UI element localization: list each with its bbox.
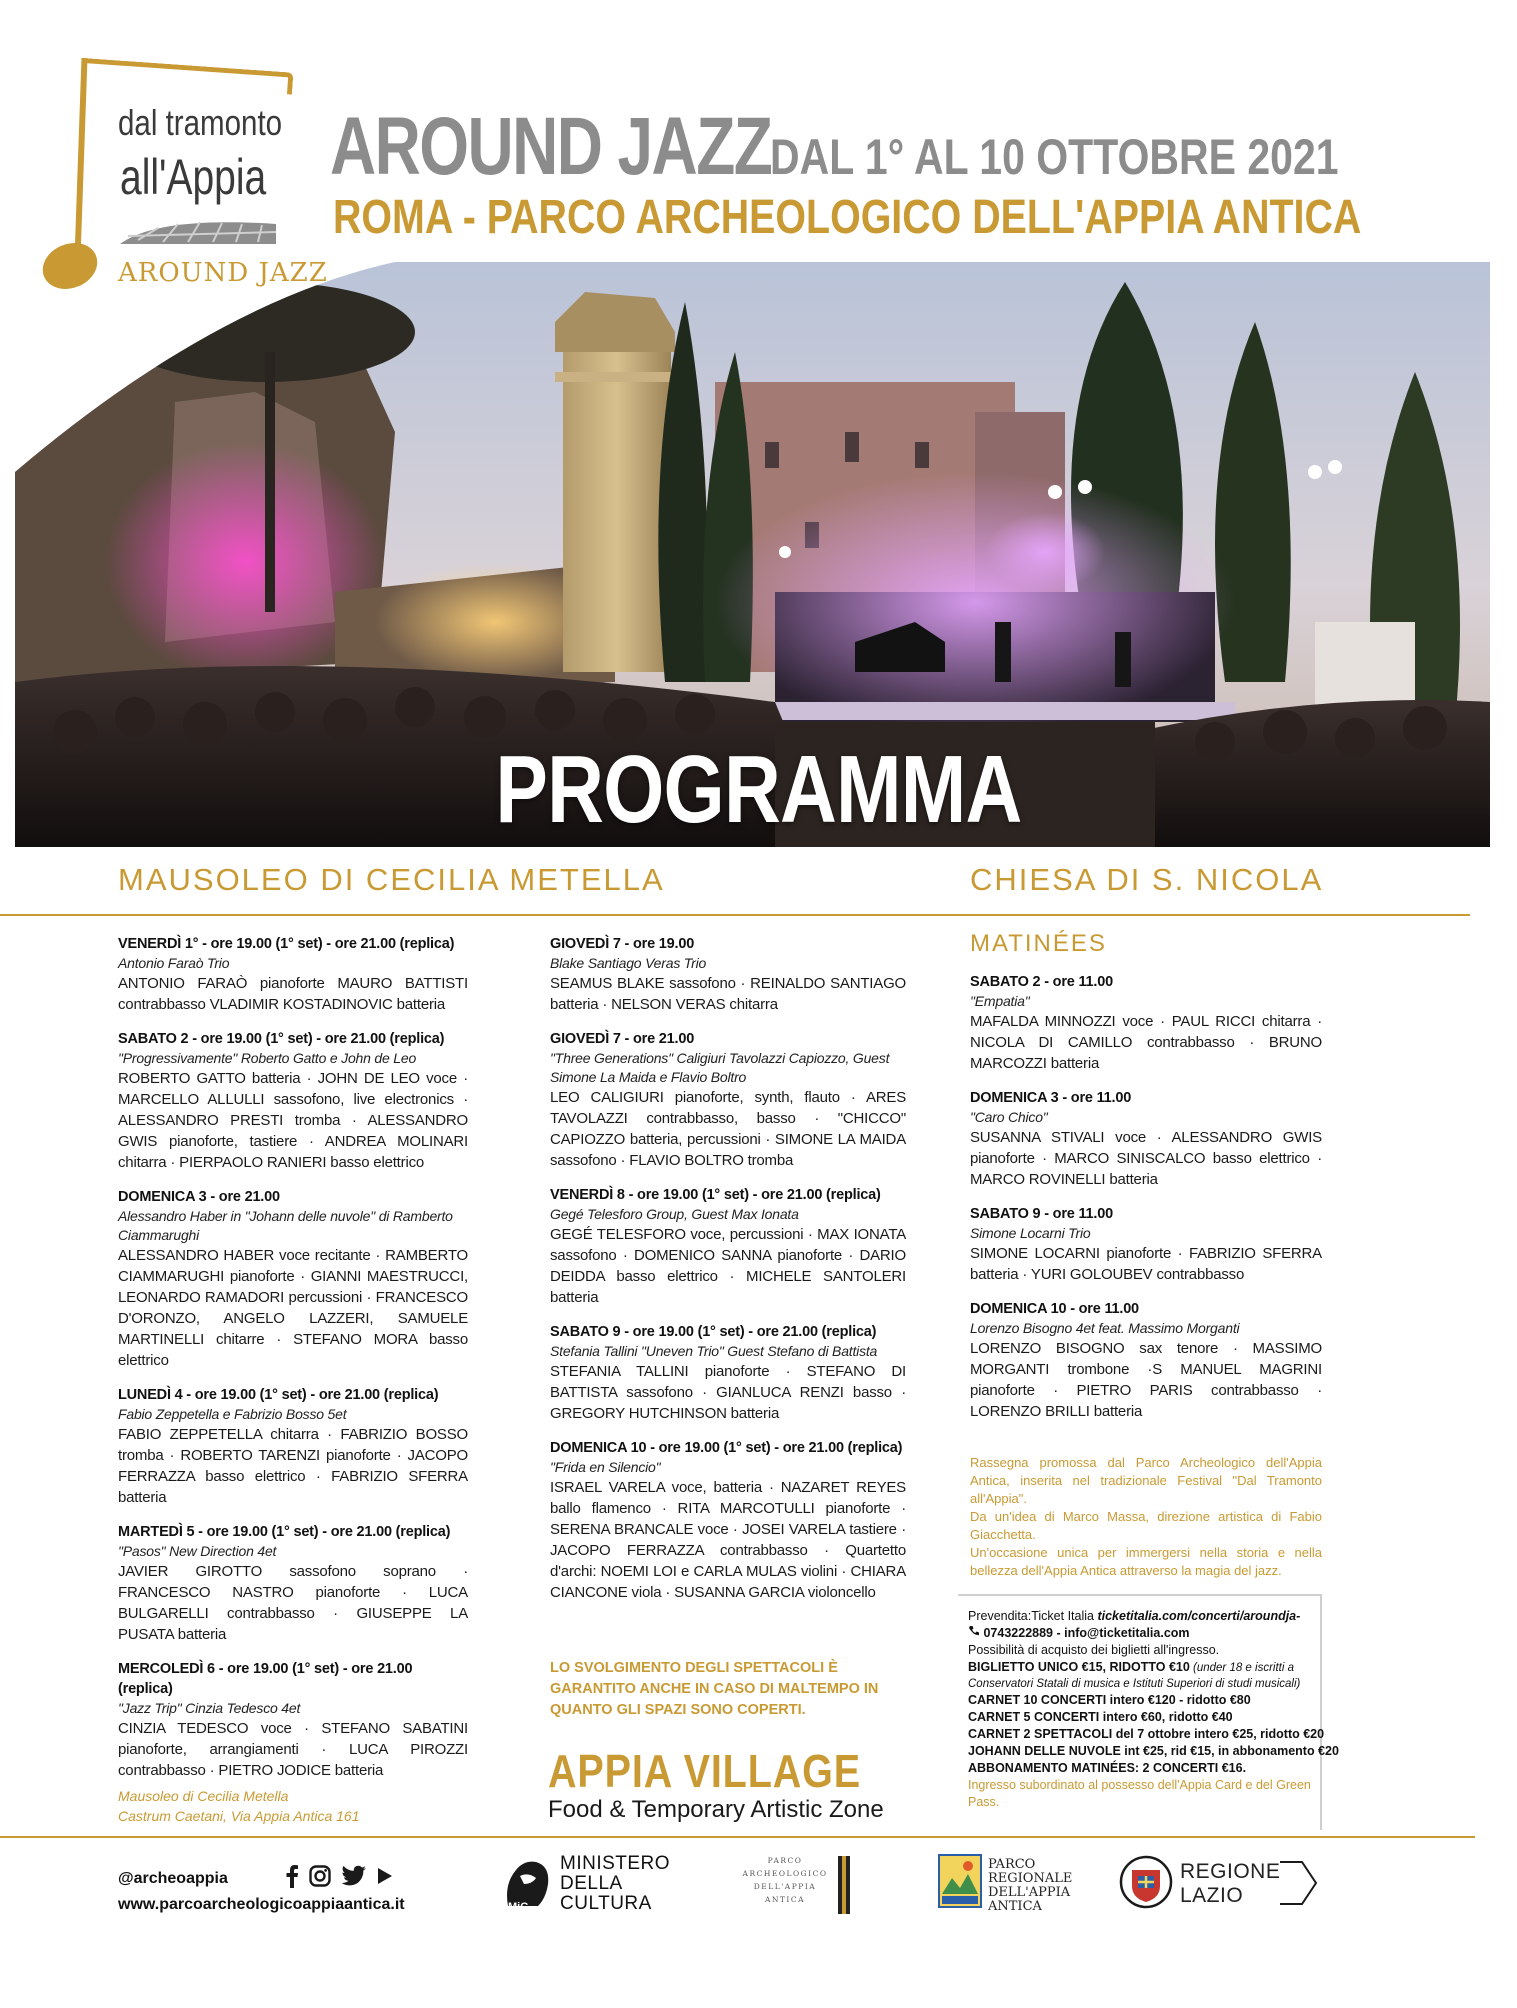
event-entry (118, 1187, 468, 1371)
ministero-text (560, 1854, 670, 1914)
regionale-line4: ANTICA (988, 1899, 1042, 1914)
event-title: Antonio Faraò Trio (118, 955, 230, 971)
event-performers: GEGÉ TELESFORO voce, percussioni · MAX IONATA sassofono · DOMENICO SANNA pianoforte · DARIO DEIDDA basso elettrico · MICHELE SANTOLERI batteria (550, 1226, 906, 1306)
event-performers: STEFANIA TALLINI pianoforte · STEFANO DI BATTISTA sassofono · GIANLUCA RENZI basso · GREGORY HUTCHINSON batteria (550, 1363, 906, 1422)
event-date: LUNEDÌ 4 - ore 19.00 (1° set) - ore 21.00 (replica) (118, 1387, 439, 1403)
logo-line3: AROUND JAZZ (118, 258, 328, 288)
lazio-text (1180, 1860, 1280, 1908)
parco-line4: ANTICA (764, 1895, 806, 1904)
logo-note-flag (82, 58, 293, 95)
event-performers: MAFALDA MINNOZZI voce · PAUL RICCI chitarra · NICOLA DI CAMILLO contrabbasso · BRUNO MARCOZZI batteria (970, 1013, 1322, 1072)
presale-link[interactable]: ticketitalia.com/concerti/aroundja- (1097, 1609, 1301, 1623)
ministero-line3: CULTURA (560, 1893, 652, 1914)
single-ticket-price: BIGLIETTO UNICO €15, RIDOTTO €10 (968, 1660, 1190, 1674)
regionale-line3: DELL'APPIA (988, 1885, 1071, 1900)
regionale-line1: PARCO (988, 1857, 1036, 1872)
regione-lazio-logo (1118, 1854, 1318, 1918)
event-performers: SEAMUS BLAKE sassofono · REINALDO SANTIAGO batteria · NELSON VERAS chitarra (550, 975, 906, 1013)
divider (0, 914, 1470, 916)
phone-icon (968, 1625, 980, 1637)
event-performers: ALESSANDRO HABER voce recitante · RAMBERTO CIAMMARUGHI pianoforte · GIANNI MAESTRUCCI, LEONARDO RAMADORI percussioni · FRANCESCO D'ORONZO, ANGELO LAZZERI, SAMUELE MARTINELLI chitarre · STEFANO MORA basso elettrico (118, 1247, 468, 1369)
social-handle[interactable]: @archeoappia (118, 1870, 228, 1887)
event-entry (970, 1204, 1322, 1285)
event-performers: SUSANNA STIVALI voce · ALESSANDRO GWIS pianoforte · MARCO SINISCALCO basso elettrico · MARCO ROVINELLI batteria (970, 1129, 1322, 1188)
event-title: Gegé Telesforo Group, Guest Max Ionata (550, 1206, 799, 1222)
reduced-condition-cont: Conservatori Statali di musica e Istituti Superiori di studi musicali) (968, 1678, 1301, 1690)
event-entry (550, 934, 906, 1015)
ministry-emblem-icon (502, 1854, 554, 1912)
venue-address (118, 1786, 458, 1826)
event-date: VENERDÌ 1° - ore 19.00 (1° set) - ore 21.00 (replica) (118, 936, 455, 952)
main-title (330, 100, 1339, 194)
social-icons (285, 1864, 393, 1893)
regionale-text (988, 1858, 1072, 1914)
festival-dates: DAL 1° AL 10 OTTOBRE 2021 (770, 129, 1339, 185)
event-title: Simone Locarni Trio (970, 1225, 1091, 1241)
event-performers: LORENZO BISOGNO sax tenore · MASSIMO MORGANTI trombone ·S MANUEL MAGRINI pianoforte · PIETRO PARIS contrabbasso · LORENZO BRILLI batteria (970, 1340, 1322, 1420)
address-line1: Mausoleo di Cecilia Metella (118, 1788, 289, 1804)
presale-label: Prevendita:Ticket Italia (968, 1609, 1098, 1623)
lazio-chevron-icon (1278, 1858, 1318, 1908)
promo-paragraph: Un'occasione unica per immergersi nella storia e nella bellezza dell'Appia Antica attraverso la magia del jazz. (970, 1545, 1322, 1578)
promo-text (970, 1454, 1322, 1580)
village-title: APPIA VILLAGE (548, 1745, 862, 1797)
promo-paragraph: Rassegna promossa dal Parco Archeologico dell'Appia Antica, inserita nel tradizionale Festival "Dal Tramonto all'Appia". (970, 1455, 1322, 1506)
footer-divider (0, 1836, 1475, 1838)
entry-requirement: Ingresso subordinato al possesso dell'Appia Card e del Green Pass. (968, 1778, 1311, 1809)
lazio-crest-icon (1118, 1854, 1174, 1910)
event-date: GIOVEDÌ 7 - ore 21.00 (550, 1031, 695, 1047)
address-line2: Castrum Caetani, Via Appia Antica 161 (118, 1808, 360, 1824)
event-performers: LEO CALIGIURI pianoforte, synth, flauto · ARES TAVOLAZZI contrabbasso, basso · "CHICCO" CAPIOZZO batteria, percussioni · SIMONE LA MAIDA sassofono · FLAVIO BOLTRO tromba (550, 1089, 906, 1169)
event-date: DOMENICA 10 - ore 19.00 (1° set) - ore 21.00 (replica) (550, 1440, 903, 1456)
venue-left-title: MAUSOLEO DI CECILIA METELLA (118, 862, 665, 897)
parco-regionale-logo (938, 1854, 1098, 1918)
event-performers: JAVIER GIROTTO sassofono soprano · FRANCESCO NASTRO pianoforte · LUCA BULGARELLI contrabbasso · GIUSEPPE LA PUSATA batteria (118, 1563, 468, 1643)
event-entry (550, 1438, 906, 1603)
event-title: Blake Santiago Veras Trio (550, 955, 707, 971)
event-date: MARTEDÌ 5 - ore 19.00 (1° set) - ore 21.00 (replica) (118, 1524, 451, 1540)
event-date: SABATO 9 - ore 19.00 (1° set) - ore 21.00 (replica) (550, 1324, 877, 1340)
weather-guarantee-note: LO SVOLGIMENTO DEGLI SPETTACOLI È GARANTITO ANCHE IN CASO DI MALTEMPO IN QUANTO GLI SPAZI SONO COPERTI. (550, 1660, 879, 1718)
parco-archeologico-logo (740, 1854, 870, 1920)
parco-bar-accent (842, 1856, 846, 1914)
event-performers: ISRAEL VARELA voce, batteria · NAZARET REYES ballo flamenco · RITA MARCOTULLI pianoforte · SERENA BRANCALE voce · JOSEI VARELA tastiere · JACOPO FERRAZZA contrabbasso · Quartetto d'archi: NOEMI LOI e CARLA MULAS violini · CHIARA CIANCONE viola · SUSANNA GARCIA violoncello (550, 1479, 906, 1601)
contact-phone-email[interactable]: 0743222889 - info@ticketitalia.com (983, 1626, 1190, 1640)
program-column-3 (970, 930, 1322, 1436)
logo-line2: all'Appia (120, 149, 267, 205)
event-title: "Three Generations" Caligiuri Tavolazzi Capiozzo, Guest Simone La Maida e Flavio Boltro (550, 1050, 890, 1085)
parco-text (740, 1854, 830, 1906)
carnet-5: CARNET 5 CONCERTI intero €60, ridotto €40 (968, 1710, 1233, 1724)
event-title: "Frida en Silencio" (550, 1459, 661, 1475)
event-date: DOMENICA 10 - ore 11.00 (970, 1301, 1139, 1317)
carnet-10: CARNET 10 CONCERTI intero €120 - ridotto €80 (968, 1693, 1251, 1707)
event-date: DOMENICA 3 - ore 21.00 (118, 1189, 280, 1205)
lazio-line1: REGIONE (1180, 1860, 1281, 1883)
parco-line1: PARCO (767, 1856, 803, 1865)
ticket-info-box (958, 1594, 1339, 1830)
cobblestone-icon (118, 214, 278, 248)
event-performers: CINZIA TEDESCO voce · STEFANO SABATINI pianoforte, arrangiamenti · LUCA PIROZZI contrabbasso · PIETRO JODICE batteria (118, 1720, 468, 1779)
event-entry (550, 1185, 906, 1308)
venue-bar (0, 848, 1517, 916)
event-date: DOMENICA 3 - ore 11.00 (970, 1090, 1132, 1106)
event-performers: ROBERTO GATTO batteria · JOHN DE LEO voce · MARCELLO ALLULLI sassofono, live electronics · ALESSANDRO PRESTI tromba · ALESSANDRO GWIS pianoforte, tastiere · ANDREA MOLINARI chitarra · PIERPAOLO RANIERI basso elettrico (118, 1070, 468, 1171)
event-title: "Progressivamente" Roberto Gatto e John de Leo (118, 1050, 417, 1066)
event-date: VENERDÌ 8 - ore 19.00 (1° set) - ore 21.00 (replica) (550, 1187, 881, 1203)
event-date: MERCOLEDÌ 6 - ore 19.00 (1° set) - ore 21.00 (replica) (118, 1661, 413, 1697)
matinees-subscription: ABBONAMENTO MATINÉES: 2 CONCERTI €16. (968, 1761, 1247, 1775)
youtube-icon[interactable] (377, 1867, 393, 1890)
event-entry (118, 1522, 468, 1645)
mic-label: MiC (508, 1901, 529, 1912)
village-subtitle: Food & Temporary Artistic Zone (548, 1796, 884, 1823)
event-date: GIOVEDÌ 7 - ore 19.00 (550, 936, 695, 952)
program-heading: PROGRAMMA (495, 736, 1022, 843)
event-title: Lorenzo Bisogno 4et feat. Massimo Morganti (970, 1320, 1240, 1336)
carnet-2: CARNET 2 SPETTACOLI del 7 ottobre intero €25, ridotto €20 (968, 1727, 1325, 1741)
venue-right-title: CHIESA DI S. NICOLA (970, 862, 1324, 897)
event-title: Stefania Tallini "Uneven Trio" Guest Stefano di Battista (550, 1343, 878, 1359)
event-date: SABATO 2 - ore 11.00 (970, 974, 1113, 990)
event-performers: SIMONE LOCARNI pianoforte · FABRIZIO SFERRA batteria · YURI GOLOUBEV contrabbasso (970, 1245, 1322, 1283)
event-entry (550, 1322, 906, 1424)
instagram-icon[interactable] (309, 1865, 331, 1892)
event-entry (118, 1029, 468, 1173)
logo-line1: dal tramonto (118, 102, 283, 143)
johann-price: JOHANN DELLE NUVOLE int €25, rid €15, in abbonamento €20 (968, 1744, 1339, 1758)
event-title: "Jazz Trip" Cinzia Tedesco 4et (118, 1700, 301, 1716)
event-title: "Caro Chico" (970, 1109, 1048, 1125)
presale-line (968, 1608, 1314, 1625)
event-entry (970, 1088, 1322, 1190)
regionale-line2: REGIONALE (988, 1871, 1073, 1886)
event-title: Fabio Zeppetella e Fabrizio Bosso 5et (118, 1406, 347, 1422)
contact-line (968, 1625, 1314, 1642)
program-column-1 (118, 934, 468, 1795)
event-title: "Empatia" (970, 993, 1030, 1009)
logo-note-stem (75, 58, 88, 258)
event-date: SABATO 9 - ore 11.00 (970, 1206, 1113, 1222)
event-date: SABATO 2 - ore 19.00 (1° set) - ore 21.00 (replica) (118, 1031, 445, 1047)
website-link[interactable]: www.parcoarcheologicoappiaantica.it (118, 1896, 405, 1913)
promo-paragraph: Da un'idea di Marco Massa, direzione artistica di Fabio Giacchetta. (970, 1509, 1322, 1542)
matinees-heading: MATINÉES (970, 930, 1107, 957)
ministero-cultura-logo (502, 1854, 672, 1914)
event-entry (118, 1659, 468, 1781)
footer (0, 1836, 1517, 2008)
event-entry (118, 934, 468, 1015)
reduced-condition: (under 18 e iscritti a (1189, 1662, 1294, 1674)
box-office-note: Possibilità di acquisto dei biglietti all'ingresso. (968, 1643, 1220, 1657)
lazio-line2: LAZIO (1180, 1884, 1244, 1907)
program-column-2 (550, 934, 906, 1617)
event-entry (550, 1029, 906, 1171)
event-title: Alessandro Haber in "Johann delle nuvole" di Ramberto Ciammarughi (118, 1208, 453, 1243)
ministero-line2: DELLA (560, 1873, 623, 1894)
festival-location: ROMA - PARCO ARCHEOLOGICO DELL'APPIA ANTICA (333, 191, 1362, 244)
event-title: "Pasos" New Direction 4et (118, 1543, 277, 1559)
event-entry (970, 1299, 1322, 1422)
regional-park-emblem-icon (938, 1854, 982, 1908)
twitter-icon[interactable] (341, 1865, 367, 1892)
single-ticket-line (968, 1659, 1314, 1676)
event-entry (118, 1385, 468, 1508)
parco-line2: ARCHEOLOGICO (742, 1869, 828, 1878)
appia-village (548, 1744, 912, 1824)
event-entry (970, 972, 1322, 1074)
festival-title: AROUND JAZZ (330, 101, 772, 192)
ministero-line1: MINISTERO (560, 1853, 671, 1874)
event-performers: ANTONIO FARAÒ pianoforte MAURO BATTISTI contrabbasso VLADIMIR KOSTADINOVIC batteria (118, 975, 468, 1013)
event-performers: FABIO ZEPPETELLA chitarra · FABRIZIO BOSSO tromba · ROBERTO TARENZI pianoforte · JACOPO FERRAZZA basso elettrico · FABRIZIO SFERRA batteria (118, 1426, 468, 1506)
facebook-icon[interactable] (285, 1864, 299, 1893)
parco-line3: DELL'APPIA (753, 1882, 817, 1891)
